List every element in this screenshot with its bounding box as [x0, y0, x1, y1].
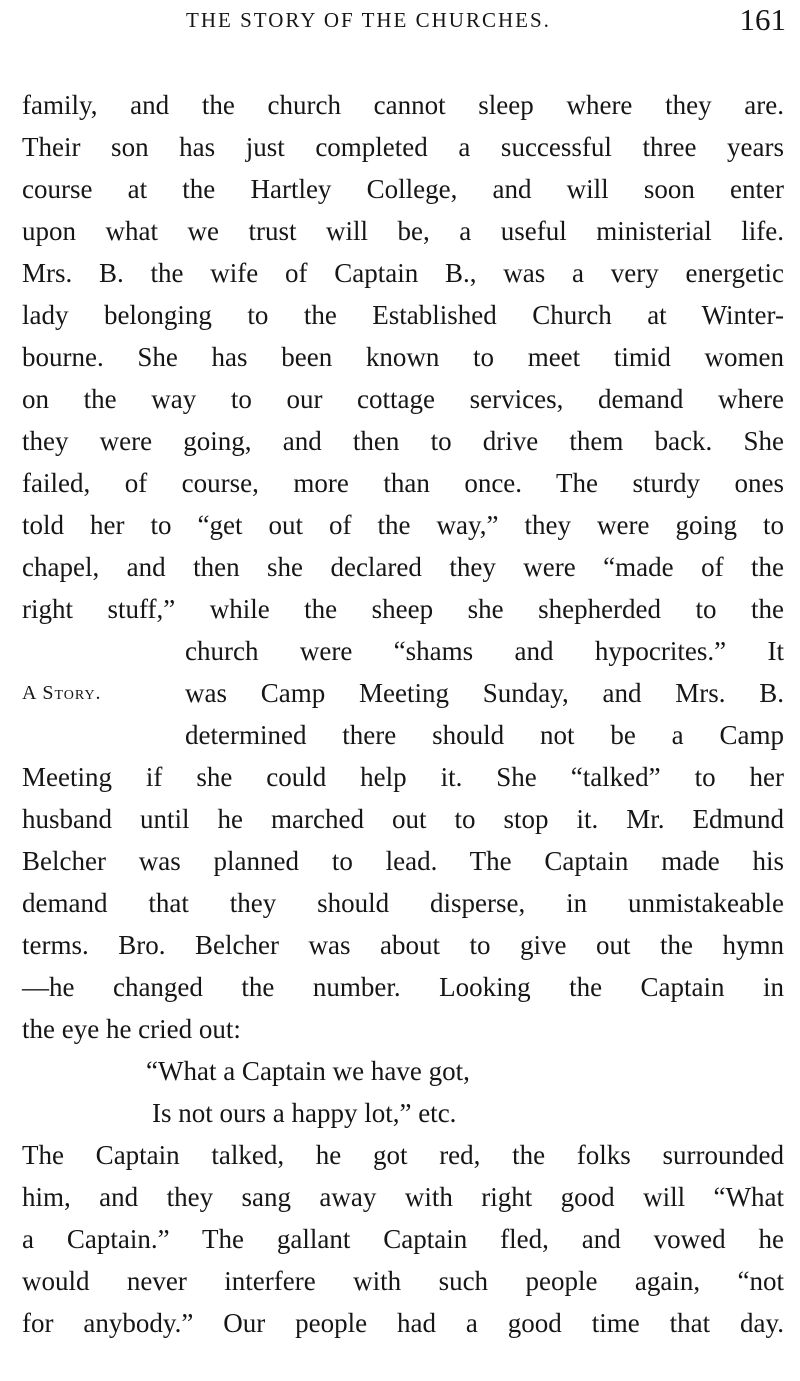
text-line-with-sidenote	[22, 672, 784, 714]
text-line: the eye he cried out:	[22, 1014, 241, 1044]
text-line: failed, of course, more than once. The sturdy ones	[22, 468, 784, 498]
text-line: demand that they should disperse, in unmistakeable	[22, 888, 784, 918]
text-line: right stuff,” while the sheep she shepherded to the	[22, 594, 784, 624]
margin-sidenote: A Story.	[22, 682, 102, 704]
text-line: Their son has just completed a successful three years	[22, 132, 784, 162]
hymn-verse-line: Is not ours a happy lot,” etc.	[152, 1098, 457, 1128]
text-line: was Camp Meeting Sunday, and Mrs. B.	[185, 678, 784, 708]
text-line-indented: church were “shams and hypocrites.” It	[185, 636, 784, 666]
text-line: chapel, and then she declared they were “made of the	[22, 552, 784, 582]
body-text	[22, 84, 784, 1344]
text-line: family, and the church cannot sleep where they are.	[22, 90, 784, 120]
text-line: for anybody.” Our people had a good time that day.	[22, 1308, 784, 1338]
text-line: on the way to our cottage services, demand where	[22, 384, 784, 414]
text-line: a Captain.” The gallant Captain fled, and vowed he	[22, 1224, 784, 1254]
text-line: would never interfere with such people again, “not	[22, 1266, 784, 1296]
text-line: bourne. She has been known to meet timid women	[22, 342, 784, 372]
text-line: The Captain talked, he got red, the folks surrounded	[22, 1140, 784, 1170]
text-line: him, and they sang away with right good will “What	[22, 1182, 784, 1212]
page-number: 161	[739, 2, 786, 37]
text-line: upon what we trust will be, a useful ministerial life.	[22, 216, 784, 246]
text-line: —he changed the number. Looking the Captain in	[22, 972, 784, 1002]
text-line: Mrs. B. the wife of Captain B., was a very energetic	[22, 258, 784, 288]
text-line: told her to “get out of the way,” they were going to	[22, 510, 784, 540]
text-line: lady belonging to the Established Church at Winter-	[22, 300, 784, 330]
text-line: husband until he marched out to stop it. Mr. Edmund	[22, 804, 784, 834]
text-line: they were going, and then to drive them back. She	[22, 426, 784, 456]
text-line-indented: determined there should not be a Camp	[185, 720, 784, 750]
text-line: course at the Hartley College, and will soon enter	[22, 174, 784, 204]
text-line: Meeting if she could help it. She “talked” to her	[22, 762, 784, 792]
text-line: Belcher was planned to lead. The Captain made his	[22, 846, 784, 876]
running-title: THE STORY OF THE CHURCHES.	[186, 8, 551, 32]
text-line: terms. Bro. Belcher was about to give out the hymn	[22, 930, 784, 960]
hymn-verse-line: “What a Captain we have got,	[146, 1056, 470, 1086]
